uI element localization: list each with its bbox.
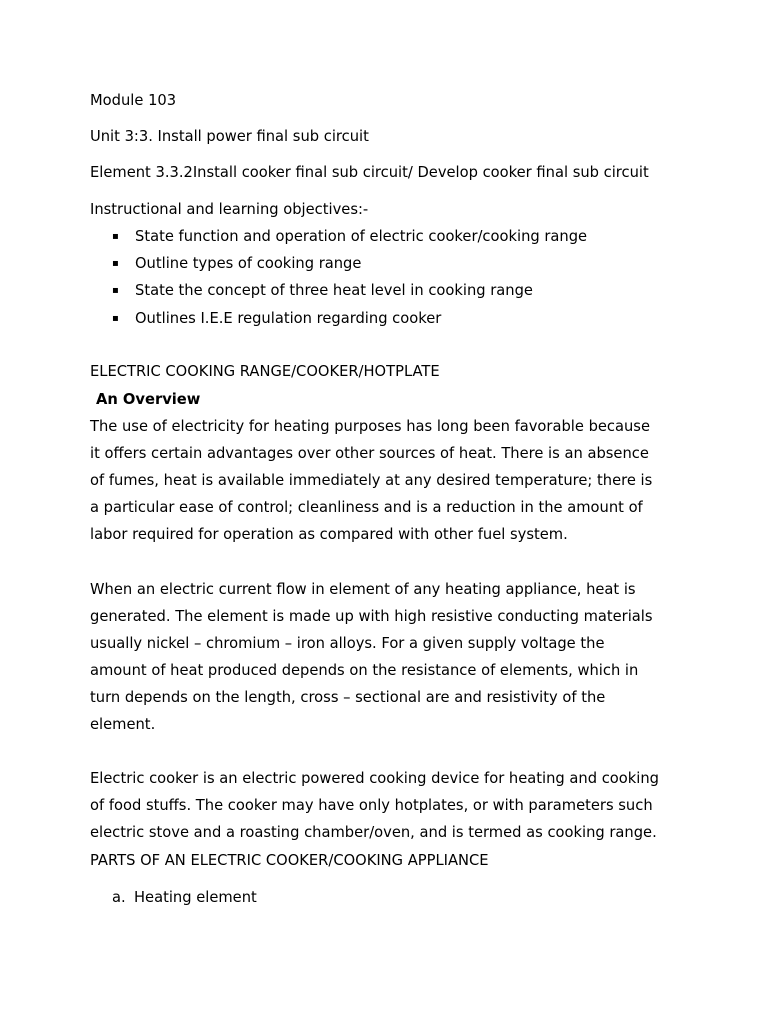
objective-text: Outline types of cooking range bbox=[135, 255, 362, 272]
objective-text: State function and operation of electric cooker/cooking range bbox=[135, 228, 588, 245]
objective-item bbox=[112, 254, 361, 274]
paragraph-line: it offers certain advantages over other sources of heat. There is an absence bbox=[90, 445, 649, 462]
objective-item bbox=[112, 227, 587, 247]
paragraph-line: electric stove and a roasting chamber/oven, and is termed as cooking range. bbox=[90, 824, 657, 841]
paragraph-line: generated. The element is made up with high resistive conducting materials bbox=[90, 608, 653, 625]
paragraph-line: usually nickel – chromium – iron alloys. For a given supply voltage the bbox=[90, 635, 605, 652]
bullet-icon: ▪ bbox=[112, 231, 119, 242]
parts-list-item bbox=[112, 888, 257, 908]
unit-label: Unit 3:3. Install power final sub circuit bbox=[90, 128, 369, 145]
element-label: Element 3.3.2Install cooker final sub circuit/ Develop cooker final sub circuit bbox=[90, 164, 649, 181]
module-label: Module 103 bbox=[90, 92, 177, 109]
objective-item bbox=[112, 281, 533, 301]
paragraph-line: turn depends on the length, cross – sectional are and resistivity of the bbox=[90, 689, 606, 706]
section-title: ELECTRIC COOKING RANGE/COOKER/HOTPLATE bbox=[90, 363, 440, 380]
objective-item bbox=[112, 309, 441, 329]
paragraph-line: element. bbox=[90, 716, 156, 733]
paragraph-line: Electric cooker is an electric powered cooking device for heating and cooking bbox=[90, 770, 659, 787]
paragraph-line: of fumes, heat is available immediately at any desired temperature; there is bbox=[90, 472, 653, 489]
paragraph-line: of food stuffs. The cooker may have only hotplates, or with parameters such bbox=[90, 797, 653, 814]
paragraph-line: a particular ease of control; cleanliness and is a reduction in the amount of bbox=[90, 499, 643, 516]
parts-heading: PARTS OF AN ELECTRIC COOKER/COOKING APPLIANCE bbox=[90, 852, 489, 869]
list-letter: a. bbox=[112, 889, 126, 906]
bullet-icon: ▪ bbox=[112, 285, 119, 296]
objectives-heading: Instructional and learning objectives:- bbox=[90, 201, 369, 218]
paragraph-line: When an electric current flow in element of any heating appliance, heat is bbox=[90, 581, 636, 598]
objective-text: State the concept of three heat level in cooking range bbox=[135, 282, 533, 299]
bullet-icon: ▪ bbox=[112, 258, 119, 269]
section-subtitle: An Overview bbox=[96, 391, 201, 408]
paragraph-line: The use of electricity for heating purposes has long been favorable because bbox=[90, 418, 650, 435]
paragraph-line: labor required for operation as compared with other fuel system. bbox=[90, 526, 568, 543]
parts-item-label: Heating element bbox=[134, 889, 257, 906]
bullet-icon: ▪ bbox=[112, 313, 119, 324]
objective-text: Outlines I.E.E regulation regarding cooker bbox=[135, 310, 442, 327]
paragraph-line: amount of heat produced depends on the resistance of elements, which in bbox=[90, 662, 639, 679]
